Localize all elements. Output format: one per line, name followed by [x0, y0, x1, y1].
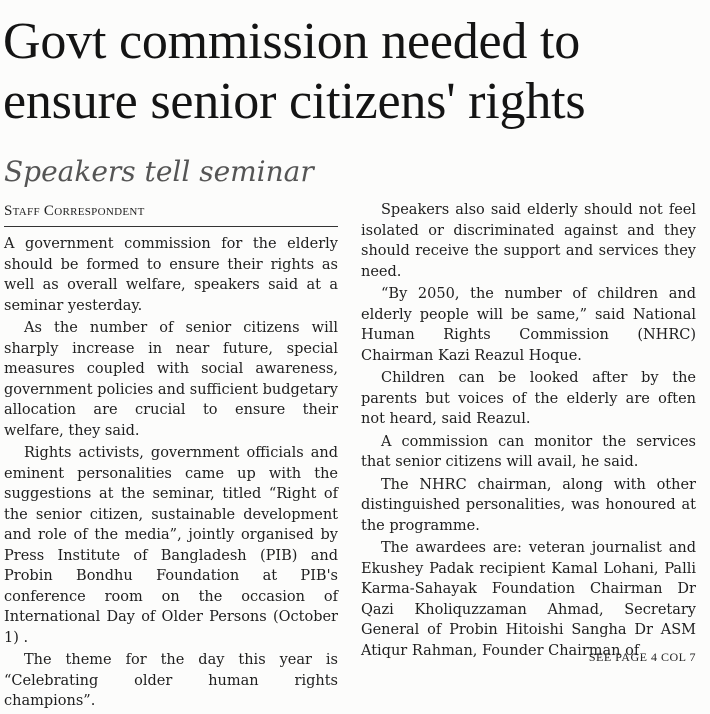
paragraph: The awardees are: veteran journalist and Ekushey Padak recipient Kamal Lohani, Palli Karma-Sahayak Foundation Chairman Dr Qazi Kholiquzzaman Ahmad, Secretary General of Probin Hitoishi Sangha Dr ASM Atiqur Rahman, Founder Chairman of [361, 540, 696, 659]
paragraph: A commission can monitor the services that senior citizens will avail, he said. [361, 433, 696, 470]
paragraph: “By 2050, the number of children and elderly people will be same,” said National Human Rights Commission (NHRC) Chairman Kazi Reazul Hoque. [361, 286, 696, 364]
paragraph: Rights activists, government officials and eminent personalities came up with the suggestions at the seminar, titled “Right of the senior citizen, sustainable development and role of the media”, jointly organised by Press Institute of Bangladesh (PIB) and Probin Bondhu Foundation at PIB's conference room on the occasion of International Day of Older Persons (October 1) . [4, 445, 338, 646]
left-column [4, 234, 338, 714]
paragraph: A government commission for the elderly should be formed to ensure their rights as well as overall welfare, speakers said at a seminar yesterday. [4, 236, 338, 314]
byline [4, 203, 338, 227]
paragraph: The NHRC chairman, along with other distinguished personalities, was honoured at the programme. [361, 476, 696, 534]
byline-text: Staff Correspondent [4, 203, 145, 219]
subheadline: Speakers tell seminar [4, 155, 314, 188]
paragraph: The theme for the day this year is “Celebrating older human rights champions”. [4, 652, 338, 709]
paragraph: As the number of senior citizens will sharply increase in near future, special measures coupled with social awareness, government policies and sufficient budgetary allocation are crucial to ensure their welfare, they said. [4, 320, 338, 439]
headline: Govt commission needed to ensure senior citizens' rights [3, 13, 586, 130]
continuation-note[interactable]: SEE PAGE 4 COL 7 [588, 650, 696, 664]
right-column [361, 200, 696, 663]
paragraph: Children can be looked after by the parents but voices of the elderly are often not heard, said Reazul. [361, 370, 696, 427]
paragraph: Speakers also said elderly should not feel isolated or discriminated against and they should receive the support and services they need. [361, 202, 696, 280]
